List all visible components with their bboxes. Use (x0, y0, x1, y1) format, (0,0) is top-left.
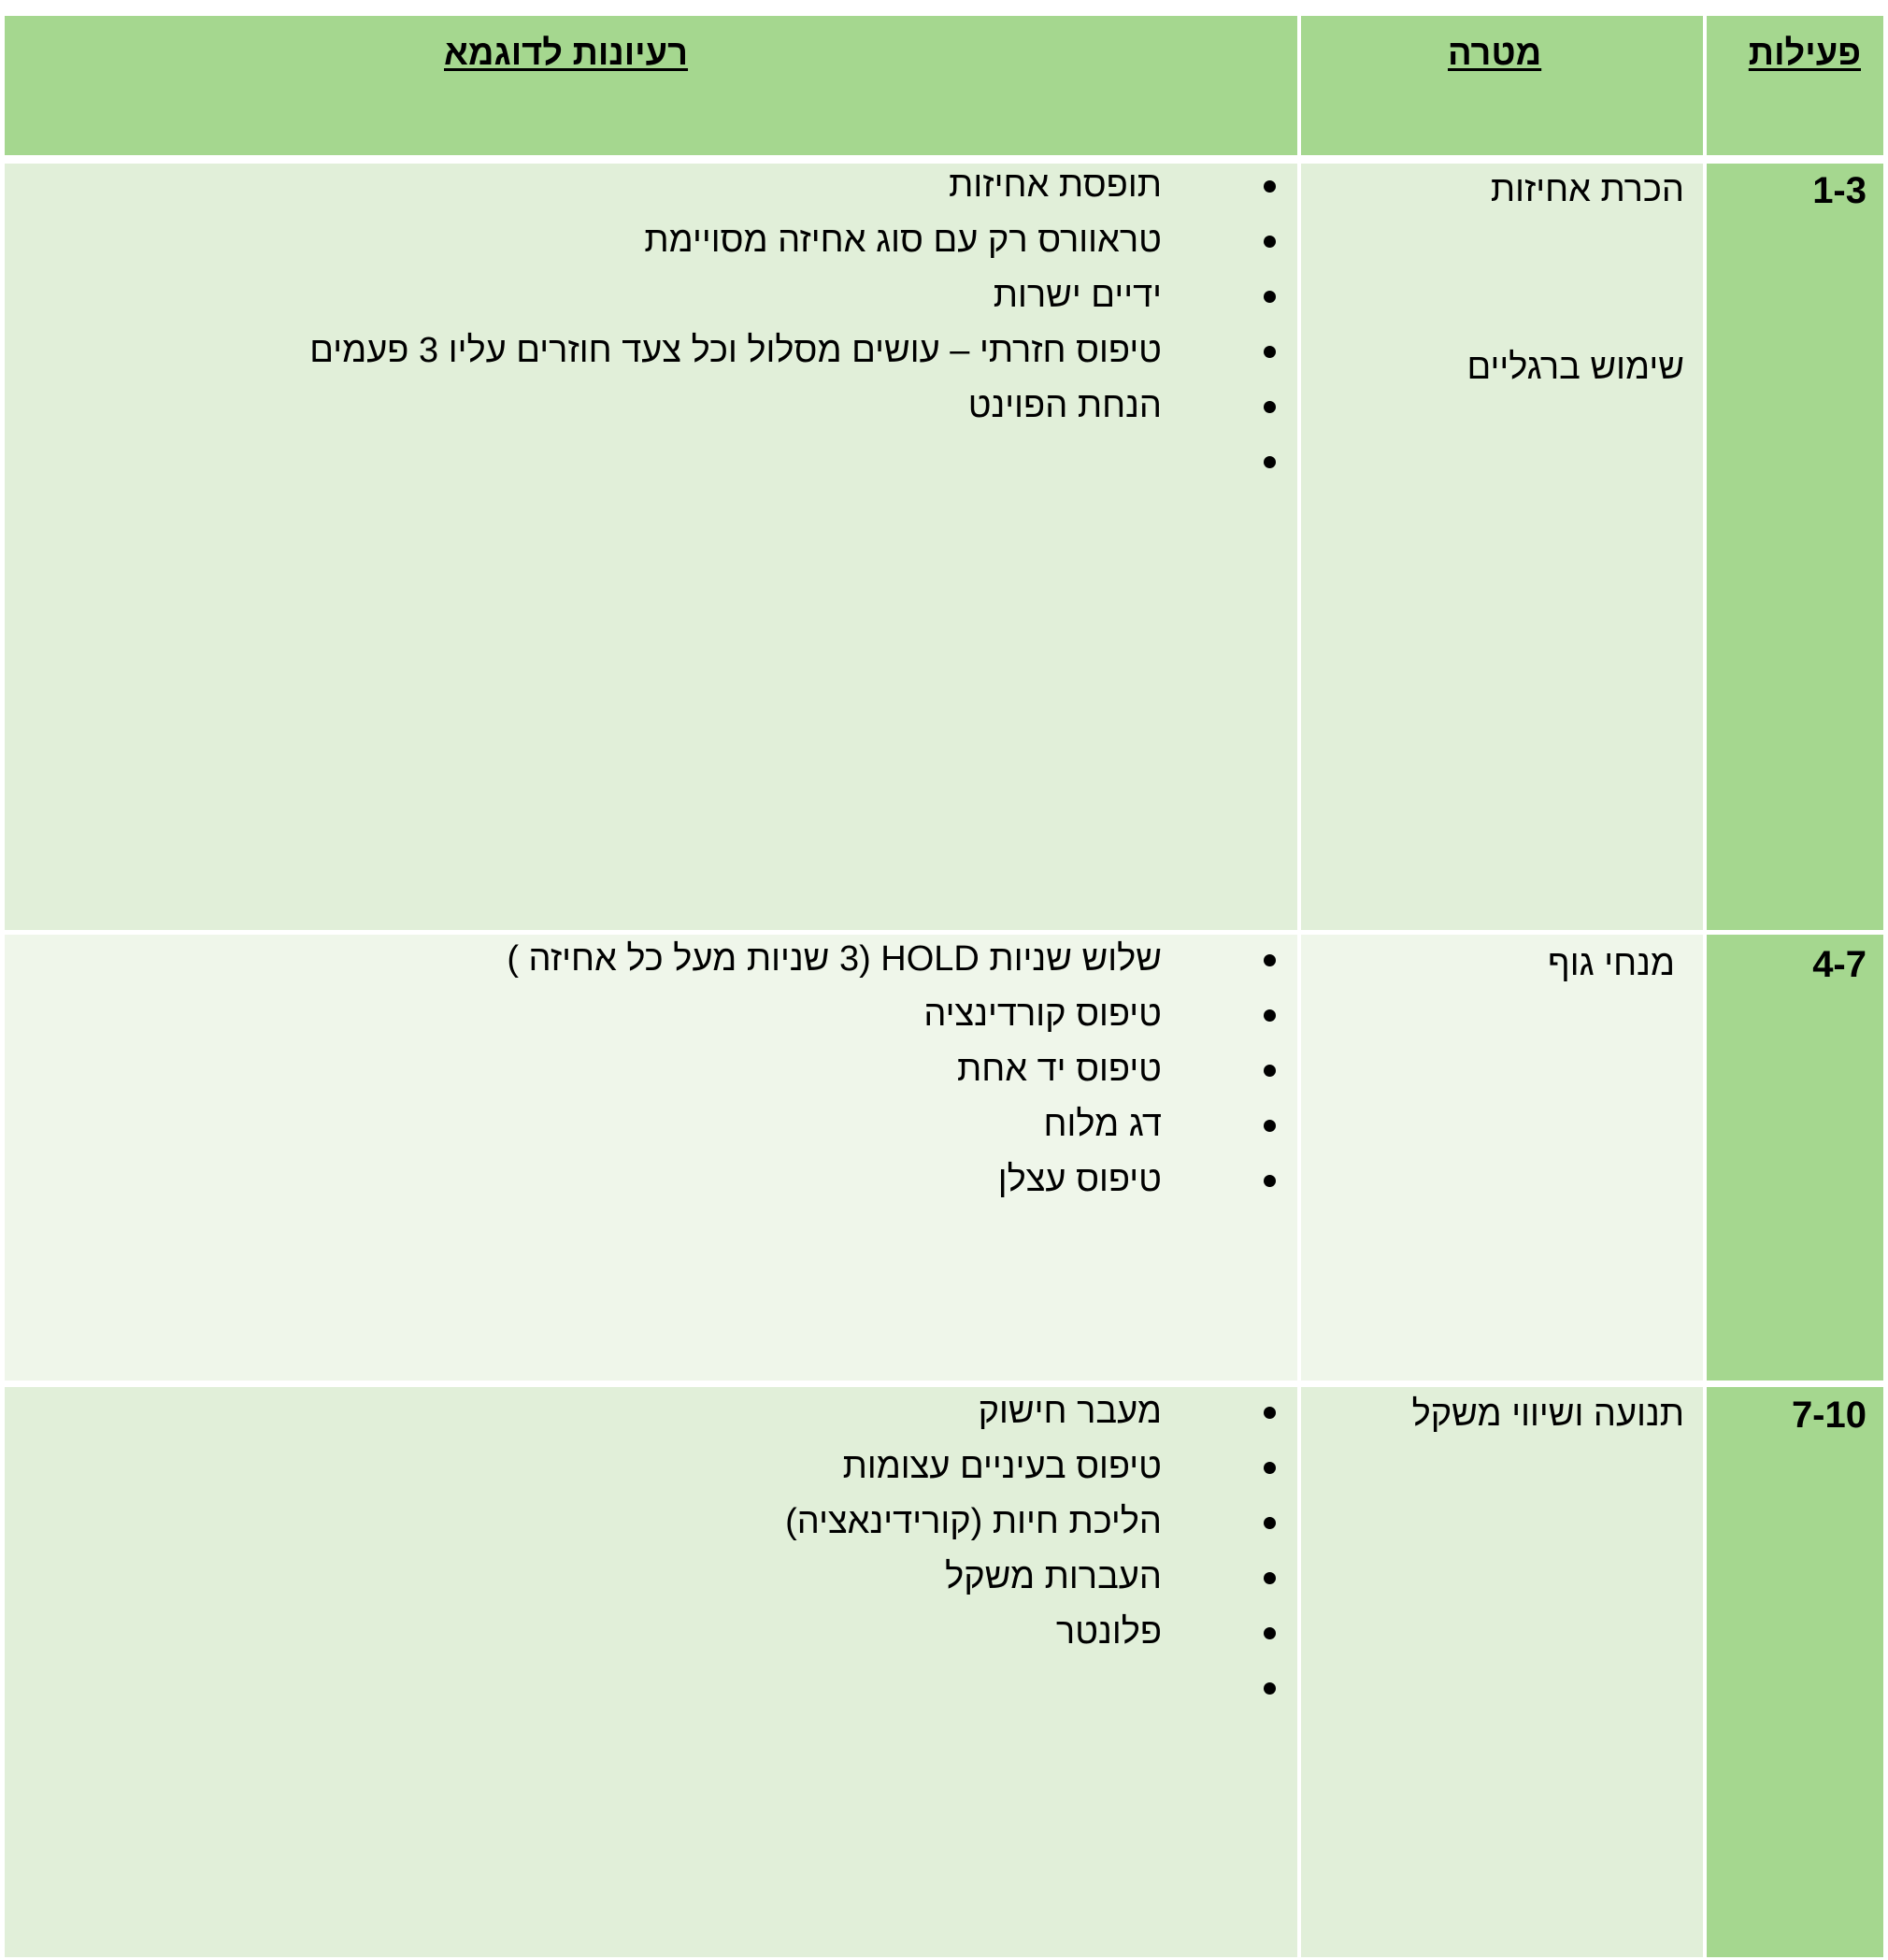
bullet-icon (1264, 1407, 1276, 1419)
list-item: דג מלוח (5, 1103, 1297, 1158)
header-goal: מטרה (1448, 34, 1542, 73)
row1-activities-cell (1707, 164, 1883, 930)
row1-goal-1: הכרת אחיזות (1490, 170, 1684, 209)
list-item (5, 439, 1297, 494)
bullet-icon (1264, 1009, 1276, 1022)
header-activities: פעילות (1748, 34, 1861, 73)
bullet-icon (1264, 1462, 1276, 1474)
bullet-icon (1264, 1175, 1276, 1187)
bullet-icon (1264, 401, 1276, 413)
list-item: ידיים ישרות (5, 274, 1297, 329)
bullet-icon (1264, 1065, 1276, 1077)
bullet-icon (1264, 1627, 1276, 1639)
row2-ideas-cell (5, 935, 1297, 1381)
row2-activities: 4-7 (1812, 944, 1867, 985)
list-item: טיפוס בעיניים עצומות (5, 1445, 1297, 1500)
list-item: העברות משקל (5, 1555, 1297, 1610)
bullet-icon (1264, 456, 1276, 468)
row1-goal-2: שימוש ברגליים (1466, 348, 1684, 387)
row1-activities: 1-3 (1812, 170, 1867, 211)
bullet-icon (1264, 1517, 1276, 1529)
list-item (5, 1666, 1297, 1721)
bullet-icon (1264, 236, 1276, 248)
row1-goal-cell (1301, 164, 1703, 930)
row3-ideas-cell (5, 1387, 1297, 1957)
header-cell-goal (1301, 16, 1703, 155)
row2-goal-cell (1301, 935, 1703, 1381)
row3-ideas-list (5, 1390, 1297, 1721)
list-item: תופסת אחיזות (5, 164, 1297, 219)
row3-goal-cell (1301, 1387, 1703, 1957)
bullet-icon (1264, 1682, 1276, 1695)
row3-goal-1: תנועה ושיווי משקל (1411, 1395, 1684, 1434)
bullet-icon (1264, 291, 1276, 303)
bullet-icon (1264, 346, 1276, 358)
bullet-icon (1264, 1120, 1276, 1132)
list-item: הליכת חיות (קורידינאציה) (5, 1500, 1297, 1555)
row1-ideas-cell (5, 164, 1297, 930)
bullet-icon (1264, 180, 1276, 193)
row3-activities-cell (1707, 1387, 1883, 1957)
row1-ideas-list (5, 164, 1297, 494)
list-item: טיפוס עצלן (5, 1158, 1297, 1213)
header-ideas: רעיונות לדוגמא (444, 34, 689, 73)
row2-ideas-list (5, 937, 1297, 1213)
list-item: טיפוס קורדינציה (5, 993, 1297, 1048)
header-cell-ideas (5, 16, 1297, 155)
list-item: טיפוס יד אחת (5, 1048, 1297, 1103)
bullet-icon (1264, 954, 1276, 966)
row2-activities-cell (1707, 935, 1883, 1381)
list-item: טיפוס חזרתי – עושים מסלול וכל צעד חוזרים עליו 3 פעמים (5, 329, 1297, 384)
list-item: פלונטר (5, 1610, 1297, 1666)
list-item: שלוש שניות HOLD (3 שניות מעל כל אחיזה ) (5, 937, 1297, 993)
list-item: מעבר חישוק (5, 1390, 1297, 1445)
list-item: טראוורס רק עם סוג אחיזה מסויימת (5, 219, 1297, 274)
row3-activities: 7-10 (1791, 1395, 1867, 1436)
header-cell-activities (1707, 16, 1883, 155)
row2-goal-1: מנחי גוף (1548, 944, 1675, 983)
bullet-icon (1264, 1572, 1276, 1584)
list-item: הנחת הפוינט (5, 384, 1297, 439)
